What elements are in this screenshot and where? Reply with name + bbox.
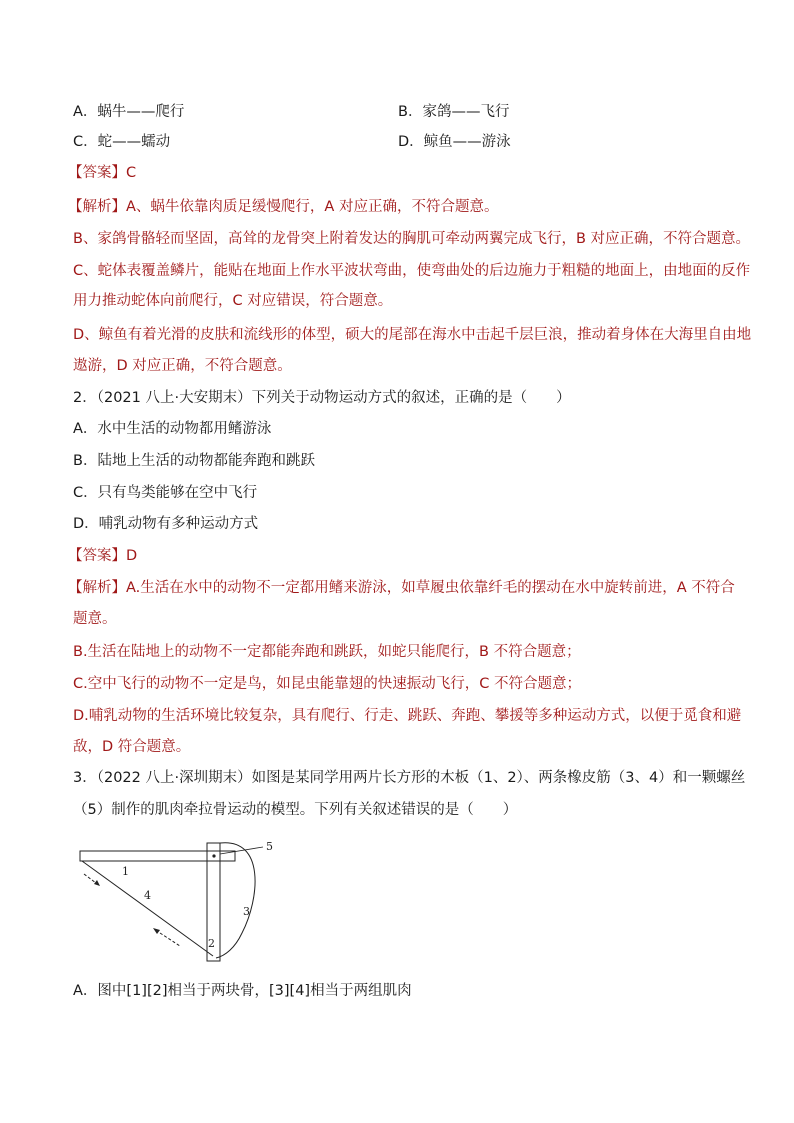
q1-analysis-line: D、鲸鱼有着光滑的皮肤和流线形的体型，硕大的尾部在海水中击起千层巨浪，推动着身体在大海里自由地 xyxy=(73,327,752,343)
muscle-bone-model-diagram xyxy=(70,838,290,968)
q2-stem: 2．（2021 八上·大安期末）下列关于动物运动方式的叙述，正确的是（ ） xyxy=(73,390,571,406)
q2-analysis-line: D.哺乳动物的生活环境比较复杂，具有爬行、行走、跳跃、奔跑、攀援等多种运动方式，以便于觅食和避 xyxy=(73,708,742,724)
q1-option-c: C．蛇——蠕动 xyxy=(73,134,171,150)
arrow-up-dashed xyxy=(160,933,180,946)
label-5: 5 xyxy=(266,840,273,853)
q2-analysis-line: C.空中飞行的动物不一定是鸟，如昆虫能靠翅的快速振动飞行，C 不符合题意； xyxy=(73,676,581,692)
screw-5 xyxy=(212,854,215,857)
q1-option-d: D．鲸鱼——游泳 xyxy=(398,134,511,150)
label-1: 1 xyxy=(122,865,129,878)
label-4: 4 xyxy=(144,889,151,902)
q2-answer: 【答案】D xyxy=(68,548,138,564)
label-3: 3 xyxy=(243,905,250,918)
q2-option-a: A．水中生活的动物都用鳍游泳 xyxy=(73,421,272,437)
rubber-band-4 xyxy=(82,861,213,956)
q1-analysis-line: 用力推动蛇体向前爬行，C 对应错误，符合题意。 xyxy=(73,293,393,309)
rubber-band-3 xyxy=(216,843,255,958)
q1-option-a: A．蜗牛——爬行 xyxy=(73,104,185,120)
q1-option-b: B．家鸽——飞行 xyxy=(398,104,510,120)
q1-analysis-line: C、蛇体表覆盖鳞片，能贴在地面上作水平波状弯曲，使弯曲处的后边施力于粗糙的地面上，由地面的反作 xyxy=(73,263,751,279)
q1-answer: 【答案】C xyxy=(68,165,137,181)
q2-analysis-line: 敌，D 符合题意。 xyxy=(73,739,191,755)
q2-analysis-line: B.生活在陆地上的动物不一定都能奔跑和跳跃，如蛇只能爬行，B 不符合题意； xyxy=(73,644,581,660)
q3-stem-line: （5）制作的肌肉牵拉骨运动的模型。下列有关叙述错误的是（ ） xyxy=(73,802,518,818)
q2-analysis-line: 题意。 xyxy=(73,611,117,627)
q1-analysis-line: B、家鸽骨骼轻而坚固，高耸的龙骨突上附着发达的胸肌可牵动两翼完成飞行，B 对应正确，不符合题意。 xyxy=(73,231,750,247)
q2-option-d: D．哺乳动物有多种运动方式 xyxy=(73,516,259,532)
q3-option-a: A．图中[1][2]相当于两块骨，[3][4]相当于两组肌肉 xyxy=(73,983,412,999)
q3-stem-line: 3．（2022 八上·深圳期末）如图是某同学用两片长方形的木板（1、2）、两条橡皮筋（3、4）和一颗螺丝 xyxy=(73,770,746,786)
q1-analysis-line: 【解析】A、蜗牛依靠肉质足缓慢爬行，A 对应正确，不符合题意。 xyxy=(68,199,499,215)
label-2: 2 xyxy=(208,937,215,950)
q2-option-c: C．只有鸟类能够在空中飞行 xyxy=(73,485,258,501)
q2-option-b: B．陆地上生活的动物都能奔跑和跳跃 xyxy=(73,453,315,469)
q1-analysis-line: 遨游，D 对应正确，不符合题意。 xyxy=(73,358,292,374)
q2-analysis-line: 【解析】A.生活在水中的动物不一定都用鳍来游泳，如草履虫依靠纤毛的摆动在水中旋转前进，A 不符合 xyxy=(68,580,735,596)
